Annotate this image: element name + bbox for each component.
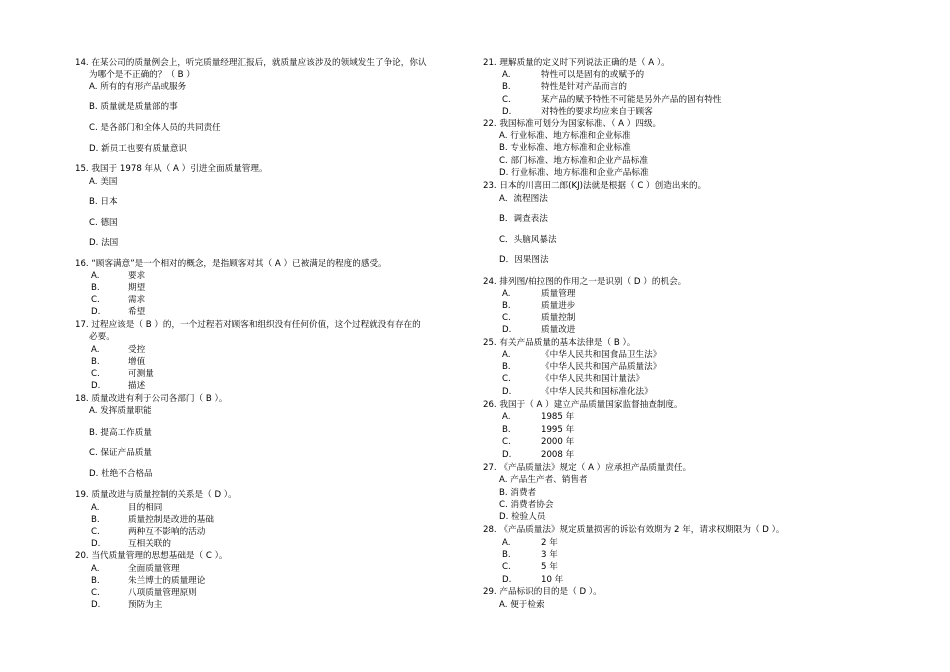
question-19-stem: 19. 质量改进与质量控制的关系是（ D ）。 bbox=[75, 490, 237, 500]
option-b-letter: B. bbox=[91, 357, 100, 367]
option-c-text: 2000 年 bbox=[541, 437, 575, 447]
question-25-stem: 25. 有关产品质量的基本法律是（ B ）。 bbox=[483, 338, 636, 348]
option-a: A. 行业标准、地方标准和企业标准 bbox=[499, 131, 631, 141]
option-c: C. 保证产品质量 bbox=[89, 448, 153, 458]
option-a-letter: A. bbox=[91, 564, 100, 574]
option-c-letter: C. bbox=[502, 562, 511, 572]
option-a: A. 发挥质量职能 bbox=[89, 406, 152, 416]
option-d-letter: D. bbox=[91, 600, 101, 610]
option-b-letter: B. bbox=[502, 362, 511, 372]
option-d: D. 杜绝不合格品 bbox=[89, 469, 153, 479]
option-a-letter: A. bbox=[91, 271, 100, 281]
question-26-stem: 26. 我国于（ A ）建立产品质量国家监督抽查制度。 bbox=[483, 400, 683, 410]
option-b-text: 增值 bbox=[128, 357, 146, 367]
option-c-text: 《中华人民共和国计量法》 bbox=[541, 374, 645, 384]
option-b-letter: B. bbox=[502, 425, 511, 435]
option-c-text: 5 年 bbox=[541, 562, 558, 572]
question-28-stem: 28. 《产品质量法》规定质量损害的诉讼有效期为 2 年，请求权期限为（ D ）。 bbox=[483, 525, 785, 535]
option-c: C．头脑风暴法 bbox=[499, 235, 557, 245]
option-c-letter: C. bbox=[502, 437, 511, 447]
option-c-letter: C. bbox=[91, 527, 100, 537]
option-a: A. 所有的有形产品或服务 bbox=[89, 82, 187, 92]
question-15-stem: 15. 我国于 1978 年从（ A ）引进全面质量管理。 bbox=[75, 164, 268, 174]
option-c: C. 德国 bbox=[89, 218, 118, 228]
option-a-letter: A. bbox=[91, 503, 100, 513]
option-c-letter: C. bbox=[91, 588, 100, 598]
option-d-text: 描述 bbox=[128, 381, 146, 391]
option-a-text: 特性可以是固有的或赋予的 bbox=[541, 70, 645, 80]
question-17-stem: 17. 过程应该是（ B ）的，一个过程若对顾客和组织没有任何价值，这个过程就没有存在的 bbox=[75, 320, 421, 330]
option-d-letter: D. bbox=[502, 107, 512, 117]
option-a-letter: A. bbox=[502, 350, 511, 360]
option-b-letter: B. bbox=[91, 515, 100, 525]
option-d-text: 希望 bbox=[128, 307, 146, 317]
option-c-letter: C. bbox=[91, 295, 100, 305]
right-column bbox=[475, 0, 950, 672]
option-d-letter: D. bbox=[502, 325, 512, 335]
option-c: C. 部门标准、地方标准和企业产品标准 bbox=[499, 156, 648, 166]
option-d: D. 行业标准、地方标准和企业产品标准 bbox=[499, 168, 649, 178]
option-b: B. 消费者 bbox=[499, 488, 537, 498]
option-c-text: 质量控制 bbox=[541, 313, 576, 323]
option-b: B. 专业标准、地方标准和企业标准 bbox=[499, 143, 631, 153]
option-a-letter: A. bbox=[502, 289, 511, 299]
option-b-text: 质量进步 bbox=[541, 301, 576, 311]
option-b: B. 质量就是质量部的事 bbox=[89, 102, 178, 112]
option-a-text: 目的相同 bbox=[128, 503, 163, 513]
option-c-text: 可测量 bbox=[128, 369, 154, 379]
option-a-text: 《中华人民共和国食品卫生法》 bbox=[541, 350, 662, 360]
option-d-letter: D. bbox=[502, 450, 512, 460]
option-b-text: 特性是针对产品而言的 bbox=[541, 82, 627, 92]
option-a-letter: A. bbox=[502, 538, 511, 548]
option-a-letter: A. bbox=[91, 345, 100, 355]
option-a-text: 2 年 bbox=[541, 538, 558, 548]
option-d-letter: D. bbox=[502, 387, 512, 397]
option-a-text: 质量管理 bbox=[541, 289, 576, 299]
question-24-stem: 24. 排列图/柏拉图的作用之一是识别（ D ）的机会。 bbox=[483, 277, 687, 287]
option-c-text: 两种互不影响的活动 bbox=[128, 527, 206, 537]
option-a: A. 便于检索 bbox=[499, 600, 545, 610]
question-27-stem: 27. 《产品质量法》规定（ A ）应承担产品质量责任。 bbox=[483, 463, 692, 473]
question-23-stem: 23. 日本的川喜田二郎(KJ)法就是根据（ C ）创造出来的。 bbox=[483, 181, 707, 191]
question-18-stem: 18. 质量改进有利于公司各部门（ B ）。 bbox=[75, 394, 228, 404]
option-d-letter: D. bbox=[502, 575, 512, 585]
option-b-letter: B. bbox=[502, 301, 511, 311]
option-b-letter: B. bbox=[91, 576, 100, 586]
question-17-stem-cont: 必要。 bbox=[89, 332, 115, 342]
option-d-text: 《中华人民共和国标准化法》 bbox=[541, 387, 653, 397]
option-b-letter: B. bbox=[502, 82, 511, 92]
option-d-text: 互相关联的 bbox=[128, 539, 171, 549]
question-14-stem: 14. 在某公司的质量例会上，听完质量经理汇报后，就质量应该涉及的领域发生了争论，你认 bbox=[75, 58, 427, 68]
option-a-letter: A. bbox=[502, 70, 511, 80]
option-a: A. 产品生产者、销售者 bbox=[499, 475, 588, 485]
option-d: D. 新员工也要有质量意识 bbox=[89, 144, 188, 154]
option-b-text: 朱兰博士的质量理论 bbox=[128, 576, 206, 586]
option-d-text: 2008 年 bbox=[541, 450, 575, 460]
option-d-text: 预防为主 bbox=[128, 600, 163, 610]
option-c: C. 消费者协会 bbox=[499, 500, 554, 510]
question-21-stem: 21. 理解质量的定义时下列说法正确的是（ A ）。 bbox=[483, 58, 670, 68]
option-d-letter: D. bbox=[91, 539, 101, 549]
option-d: D. 法国 bbox=[89, 238, 119, 248]
option-c-letter: C. bbox=[502, 374, 511, 384]
option-b-text: 《中华人民共和国产品质量法》 bbox=[541, 362, 662, 372]
option-c-letter: C. bbox=[91, 369, 100, 379]
option-b-text: 期望 bbox=[128, 283, 146, 293]
option-c-text: 需求 bbox=[128, 295, 146, 305]
option-a-text: 1985 年 bbox=[541, 412, 575, 422]
question-16-stem: 16. “顾客满意”是一个相对的概念，是指顾客对其（ A ）已被满足的程度的感受。 bbox=[75, 259, 387, 269]
option-d-text: 质量改进 bbox=[541, 325, 576, 335]
option-d-text: 10 年 bbox=[541, 575, 564, 585]
option-b-letter: B. bbox=[502, 550, 511, 560]
option-b: B. 提高工作质量 bbox=[89, 428, 152, 438]
option-b-letter: B. bbox=[91, 283, 100, 293]
option-b: B．调查表法 bbox=[499, 214, 548, 224]
option-d: D．因果图法 bbox=[499, 255, 549, 265]
question-29-stem: 29. 产品标识的目的是（ D ）。 bbox=[483, 587, 602, 597]
option-b: B. 日本 bbox=[89, 197, 118, 207]
option-b-text: 3 年 bbox=[541, 550, 558, 560]
option-b-text: 1995 年 bbox=[541, 425, 575, 435]
option-d-letter: D. bbox=[91, 307, 101, 317]
option-c-text: 八项质量管理原则 bbox=[128, 588, 197, 598]
question-22-stem: 22. 我国标准可划分为国家标准、（ A ）四级。 bbox=[483, 119, 662, 129]
option-a-text: 要求 bbox=[128, 271, 146, 281]
option-a: A．流程图法 bbox=[499, 194, 548, 204]
option-d-letter: D. bbox=[91, 381, 101, 391]
option-b-text: 质量控制是改进的基础 bbox=[128, 515, 214, 525]
option-a: A. 美国 bbox=[89, 177, 118, 187]
question-20-stem: 20. 当代质量管理的思想基础是（ C ）。 bbox=[75, 551, 228, 561]
option-a-letter: A. bbox=[502, 412, 511, 422]
option-c: C. 是各部门和全体人员的共同责任 bbox=[89, 123, 221, 133]
option-a-text: 受控 bbox=[128, 345, 146, 355]
option-c-letter: C. bbox=[502, 313, 511, 323]
option-c-letter: C. bbox=[502, 95, 511, 105]
question-14-stem-cont: 为哪个是不正确的？（ B ） bbox=[89, 70, 195, 80]
option-d: D. 检验人员 bbox=[499, 512, 546, 522]
option-d-text: 对特性的要求均应来自于顾客 bbox=[541, 107, 653, 117]
option-c-text: 某产品的赋予特性不可能是另外产品的固有特性 bbox=[541, 95, 722, 105]
option-a-text: 全面质量管理 bbox=[128, 564, 180, 574]
